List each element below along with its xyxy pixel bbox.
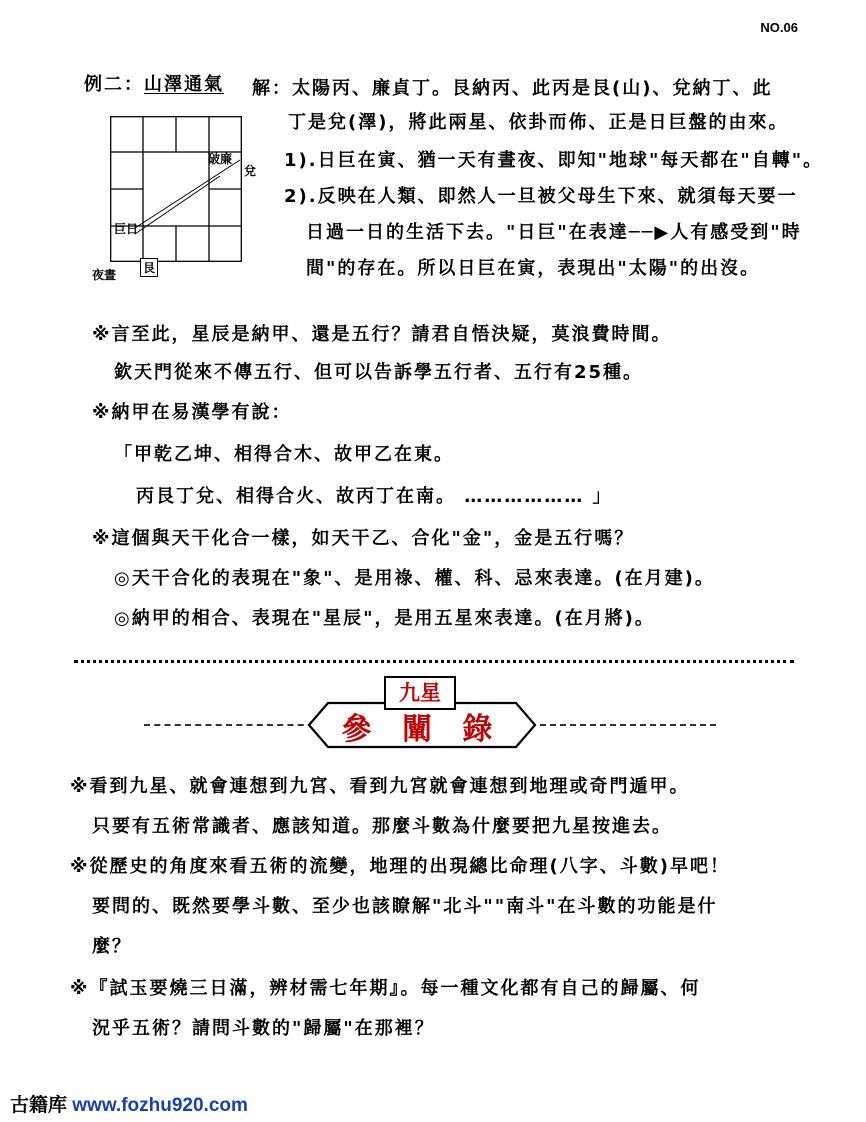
label-dui: 兌 bbox=[244, 164, 257, 178]
jie-line-6: 間"的存在。所以日巨在寅，表現出"太陽"的出沒。 bbox=[306, 258, 761, 279]
jie-line-1: 解：太陽丙、廉貞丁。艮納丙、此丙是艮(山)、兌納丁、此 bbox=[252, 78, 773, 99]
paragraph-3: ※納甲在易漢學有說： bbox=[92, 402, 292, 423]
footer-prefix: 古籍库 bbox=[10, 1095, 73, 1116]
page-number: NO.06 bbox=[760, 20, 798, 35]
label-ju-ri: 巨日 bbox=[114, 222, 139, 236]
chart-grid-diagram bbox=[110, 116, 242, 262]
dashed-line-left bbox=[144, 724, 314, 726]
section2-line-2: 只要有五術常識者、應該知道。那麼斗數為什麼要把九星按進去。 bbox=[92, 816, 672, 837]
paragraph-6: ※這個與天干化合一樣，如天干乙、合化"金"，金是五行嗎？ bbox=[92, 528, 635, 549]
paragraph-4: 「甲乾乙坤、相得合木、故甲乙在東。 bbox=[114, 444, 454, 465]
section2-line-1: ※看到九星、就會連想到九宮、看到九宮就會連想到地理或奇門遁甲。 bbox=[70, 776, 690, 797]
paragraph-8: ◎納甲的相合、表現在"星辰"，是用五星來表達。(在月將)。 bbox=[114, 608, 655, 629]
footer-url[interactable]: www.fozhu920.com bbox=[72, 1095, 248, 1116]
example-title: 山澤通氣 bbox=[144, 74, 224, 95]
dashed-line-right bbox=[530, 724, 716, 726]
paragraph-2: 欽天門從來不傳五行、但可以告訴學五行者、五行有25種。 bbox=[114, 362, 644, 383]
section2-line-6: ※『試玉要燒三日滿，辨材需七年期』。每一種文化都有自己的歸屬、何 bbox=[70, 978, 701, 999]
section2-line-5: 麼？ bbox=[92, 936, 132, 957]
jie-line-2: 丁是兌(澤)，將此兩星、依卦而佈、正是日巨盤的由來。 bbox=[288, 112, 789, 133]
section2-line-7: 況乎五術？請問斗數的"歸屬"在那裡？ bbox=[92, 1018, 435, 1039]
example-heading bbox=[84, 70, 224, 96]
dotted-divider bbox=[74, 660, 794, 663]
jie-line-3: 1).日巨在寅、猶一天有晝夜、即知"地球"每天都在"自轉"。 bbox=[284, 150, 824, 171]
label-po-lian: 破廉 bbox=[208, 152, 233, 166]
label-ye-zhou: 夜晝 bbox=[92, 268, 117, 282]
paragraph-1: ※言至此，星辰是納甲、還是五行？請君自悟決疑，莫浪費時間。 bbox=[92, 324, 672, 345]
banner-top-label: 九星 bbox=[384, 676, 456, 710]
banner-title: 參 闡 錄 bbox=[341, 712, 503, 747]
paragraph-5: 丙艮丁兌、相得合火、故丙丁在南。 ……………… 」 bbox=[136, 486, 613, 507]
section2-line-4: 要問的、既然要學斗數、至少也該瞭解"北斗""南斗"在斗數的功能是什 bbox=[92, 896, 718, 917]
jie-line-4: 2).反映在人類、即然人一旦被父母生下來、就須每天要一 bbox=[284, 186, 798, 207]
jie-line-5: 日過一日的生活下去。"日巨"在表達──▶人有感受到"時 bbox=[306, 222, 802, 243]
section2-line-3: ※從歷史的角度來看五術的流變，地理的出現總比命理(八字、斗數)早吧！ bbox=[70, 856, 730, 877]
example-label: 例二： bbox=[84, 74, 144, 95]
label-gen: 艮 bbox=[140, 258, 158, 277]
footer-watermark bbox=[10, 1090, 248, 1117]
paragraph-7: ◎天干合化的表現在"象"、是用祿、權、科、忌來表達。(在月建)。 bbox=[114, 568, 715, 589]
